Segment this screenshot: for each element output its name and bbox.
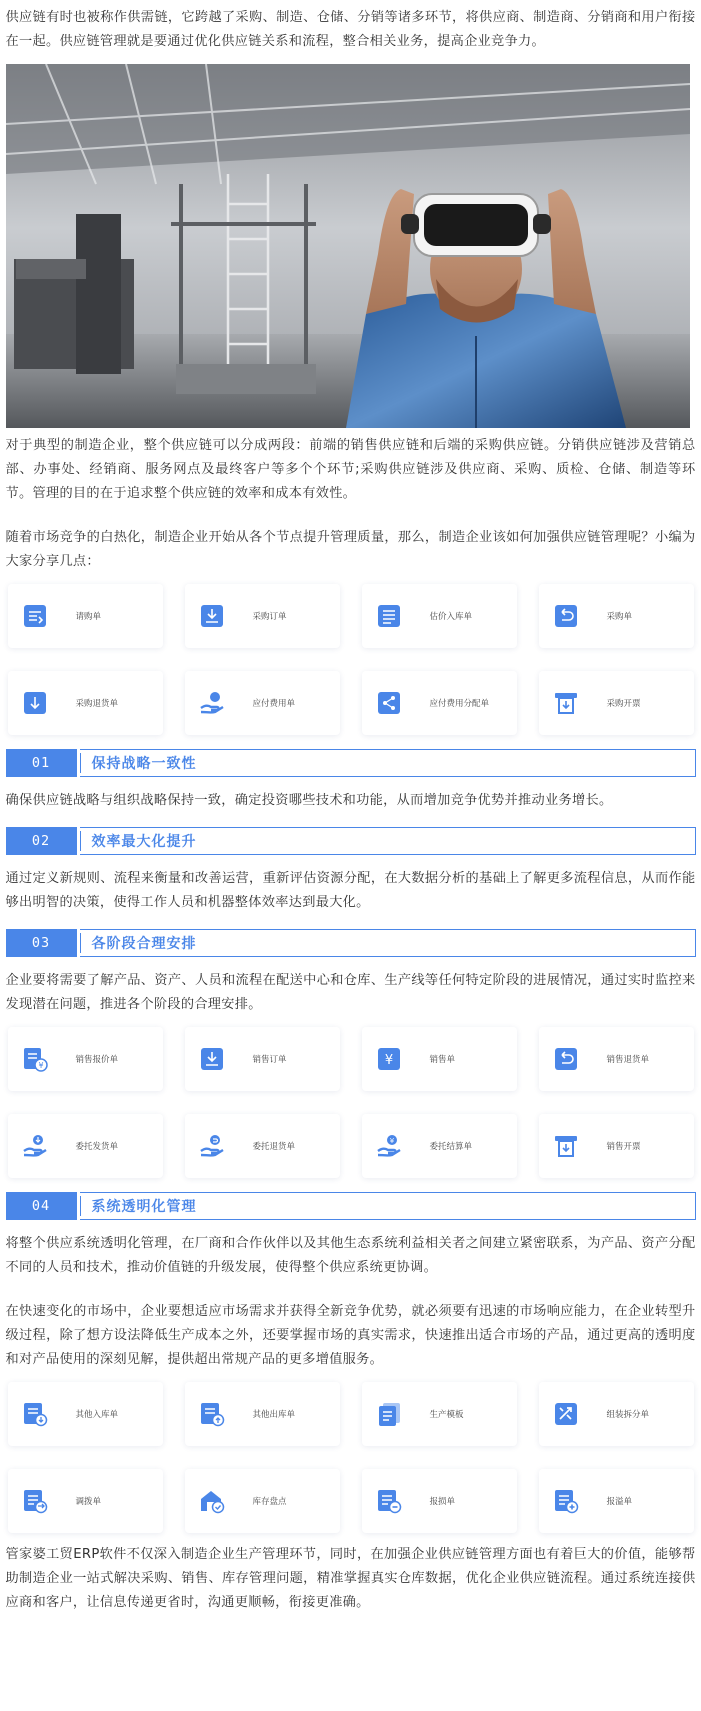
card-other-inbound[interactable]: [8, 1382, 163, 1446]
card-estimate-inbound[interactable]: [362, 584, 517, 648]
return-arrow-icon: [553, 603, 579, 629]
split-arrows-icon: [553, 1401, 579, 1427]
transfer-doc-icon: [22, 1488, 48, 1514]
receipt-printer-icon: [553, 1133, 579, 1159]
outro-paragraph: 管家婆工贸ERP软件不仅深入制造企业生产管理环节，同时，在加强企业供应链管理方面也有着巨大的价值，能够帮助制造企业一站式解决采购、销售、库存管理问题，精准掌握真实仓库数据，优化企业供应链流程。通过系统连接供应商和客户，让信息传递更省时，沟通更顺畅，衔接更准确。: [5, 1547, 696, 1610]
quote-doc-icon: [22, 1046, 48, 1072]
svg-text:¥: ¥: [384, 1053, 393, 1068]
hand-coin-icon: [199, 690, 225, 716]
card-sales-invoice[interactable]: [539, 1114, 694, 1178]
doc-in-icon: [22, 1401, 48, 1427]
intro-paragraph: 供应链有时也被称作供需链，它跨越了采购、制造、仓储、分销等诸多环节，将供应商、制造商、分销商和用户衔接在一起。供应链管理就是要通过优化供应链关系和流程，整合相关业务，提高企业竞争力。: [5, 10, 696, 49]
document-lines-icon: [376, 603, 402, 629]
share-nodes-icon: [376, 690, 402, 716]
section-heading-03: [6, 929, 696, 957]
card-requisition[interactable]: [8, 584, 163, 648]
warehouse-check-icon: [199, 1488, 225, 1514]
section-title: 各阶段合理安排: [80, 929, 696, 957]
card-label: 采购退货单: [75, 699, 119, 709]
card-transfer[interactable]: [8, 1469, 163, 1533]
section-number: 01: [6, 749, 77, 777]
card-stocktake[interactable]: [185, 1469, 340, 1533]
card-sales-order[interactable]: [185, 1027, 340, 1091]
section-04-text-a: 将整个供应系统透明化管理，在厂商和合作伙伴以及其他生态系统利益相关者之间建立紧密联系，为产品、资产分配不同的人员和技术，推动价值链的升级发展，使得整个供应系统更协调。: [5, 1236, 696, 1275]
card-label: 销售开票: [606, 1142, 641, 1152]
card-label: 应付费用单: [252, 699, 296, 709]
card-label: 估价入库单: [429, 612, 473, 622]
section-number: 03: [6, 929, 77, 957]
card-sales-slip[interactable]: [362, 1027, 517, 1091]
card-payable-expense[interactable]: [185, 671, 340, 735]
hand-yuan-icon: [376, 1133, 402, 1159]
card-label: 销售报价单: [75, 1055, 119, 1065]
svg-text:¥: ¥: [37, 1061, 44, 1070]
paragraph-supply-chain-segments: 对于典型的制造企业，整个供应链可以分成两段：前端的销售供应链和后端的采购供应链。分销供应链涉及营销总部、办事处、经销商、服务网点及最终客户等多个个环节;采购供应链涉及供应商、采购、质检、仓储、制造等环节。管理的目的在于追求整个供应链的效率和成本有效性。: [5, 438, 696, 501]
card-consign-settlement[interactable]: [362, 1114, 517, 1178]
section-02-text: 通过定义新规则、流程来衡量和改善运营，重新评估资源分配，在大数据分析的基础上了解更多流程信息，从而作能够出明智的决策，使得工作人员和机器整体效率达到最大化。: [5, 871, 696, 910]
hand-return-icon: [199, 1133, 225, 1159]
hero-image-vr-factory: [6, 64, 690, 428]
card-label: 销售订单: [252, 1055, 287, 1065]
section-number: 04: [6, 1192, 77, 1220]
svg-text:¥: ¥: [389, 1137, 394, 1145]
card-label: 报损单: [429, 1497, 456, 1507]
card-label: 请购单: [75, 612, 102, 622]
arrow-down-box-icon: [22, 690, 48, 716]
receipt-printer-icon: [553, 690, 579, 716]
card-label: 报溢单: [606, 1497, 633, 1507]
card-label: 其他出库单: [252, 1410, 296, 1420]
card-other-outbound[interactable]: [185, 1382, 340, 1446]
card-purchase-order[interactable]: [185, 584, 340, 648]
doc-out-icon: [199, 1401, 225, 1427]
loss-doc-icon: [376, 1488, 402, 1514]
section-03-text: 企业要将需要了解产品、资产、人员和流程在配送中心和仓库、生产线等任何特定阶段的进展情况，通过实时监控来发现潜在问题，推进各个阶段的合理安排。: [5, 973, 696, 1012]
section-heading-04: [6, 1192, 696, 1220]
card-label: 应付费用分配单: [429, 699, 490, 709]
card-consign-delivery[interactable]: [8, 1114, 163, 1178]
card-purchase-invoice[interactable]: [539, 671, 694, 735]
card-label: 组装拆分单: [606, 1410, 650, 1420]
card-label: 其他入库单: [75, 1410, 119, 1420]
card-label: 委托退货单: [252, 1142, 296, 1152]
paragraph-intro-tips: 随着市场竞争的白热化，制造企业开始从各个节点提升管理质量，那么，制造企业该如何加强供应链管理呢？小编为大家分享几点：: [5, 530, 696, 569]
card-sales-quote[interactable]: [8, 1027, 163, 1091]
hand-coin-icon: [22, 1133, 48, 1159]
section-01-text: 确保供应链战略与组织战略保持一致，确定投资哪些技术和功能，从而增加竞争优势并推动业务增长。: [5, 793, 613, 808]
return-arrow-icon: [553, 1046, 579, 1072]
card-purchase[interactable]: [539, 584, 694, 648]
card-overflow-report[interactable]: [539, 1469, 694, 1533]
card-assembly-split[interactable]: [539, 1382, 694, 1446]
card-label: 委托发货单: [75, 1142, 119, 1152]
card-label: 采购订单: [252, 612, 287, 622]
overflow-doc-icon: [553, 1488, 579, 1514]
card-label: 委托结算单: [429, 1142, 473, 1152]
card-purchase-return[interactable]: [8, 671, 163, 735]
card-sales-return[interactable]: [539, 1027, 694, 1091]
yuan-doc-icon: [376, 1046, 402, 1072]
download-tray-icon: [199, 603, 225, 629]
section-title: 效率最大化提升: [80, 827, 696, 855]
inventory-feature-grid: [6, 1382, 696, 1533]
download-tray-icon: [199, 1046, 225, 1072]
section-number: 02: [6, 827, 77, 855]
card-label: 采购开票: [606, 699, 641, 709]
card-label: 销售退货单: [606, 1055, 650, 1065]
stacked-doc-icon: [376, 1401, 402, 1427]
card-label: 调拨单: [75, 1497, 102, 1507]
card-label: 库存盘点: [252, 1497, 287, 1507]
section-04-text-b: 在快速变化的市场中，企业要想适应市场需求并获得全新竞争优势，就必须要有迅速的市场响应能力，在企业转型升级过程，除了想方设法降低生产成本之外，还要掌握市场的真实需求，快速推出适合市场的产品，通过更高的透明度和对产品使用的深刻见解，提供超出常规产品的更多增值服务。: [5, 1304, 696, 1367]
section-heading-01: [6, 749, 696, 777]
section-title: 系统透明化管理: [80, 1192, 696, 1220]
purchase-feature-grid: [6, 584, 696, 735]
section-title: 保持战略一致性: [80, 749, 696, 777]
card-production-template[interactable]: [362, 1382, 517, 1446]
card-label: 采购单: [606, 612, 633, 622]
card-payable-allocation[interactable]: [362, 671, 517, 735]
card-consign-return[interactable]: [185, 1114, 340, 1178]
sales-feature-grid: [6, 1027, 696, 1178]
section-heading-02: [6, 827, 696, 855]
card-loss-report[interactable]: [362, 1469, 517, 1533]
card-label: 生产模板: [429, 1410, 464, 1420]
card-label: 销售单: [429, 1055, 456, 1065]
article: [6, 0, 696, 1615]
list-import-icon: [22, 603, 48, 629]
